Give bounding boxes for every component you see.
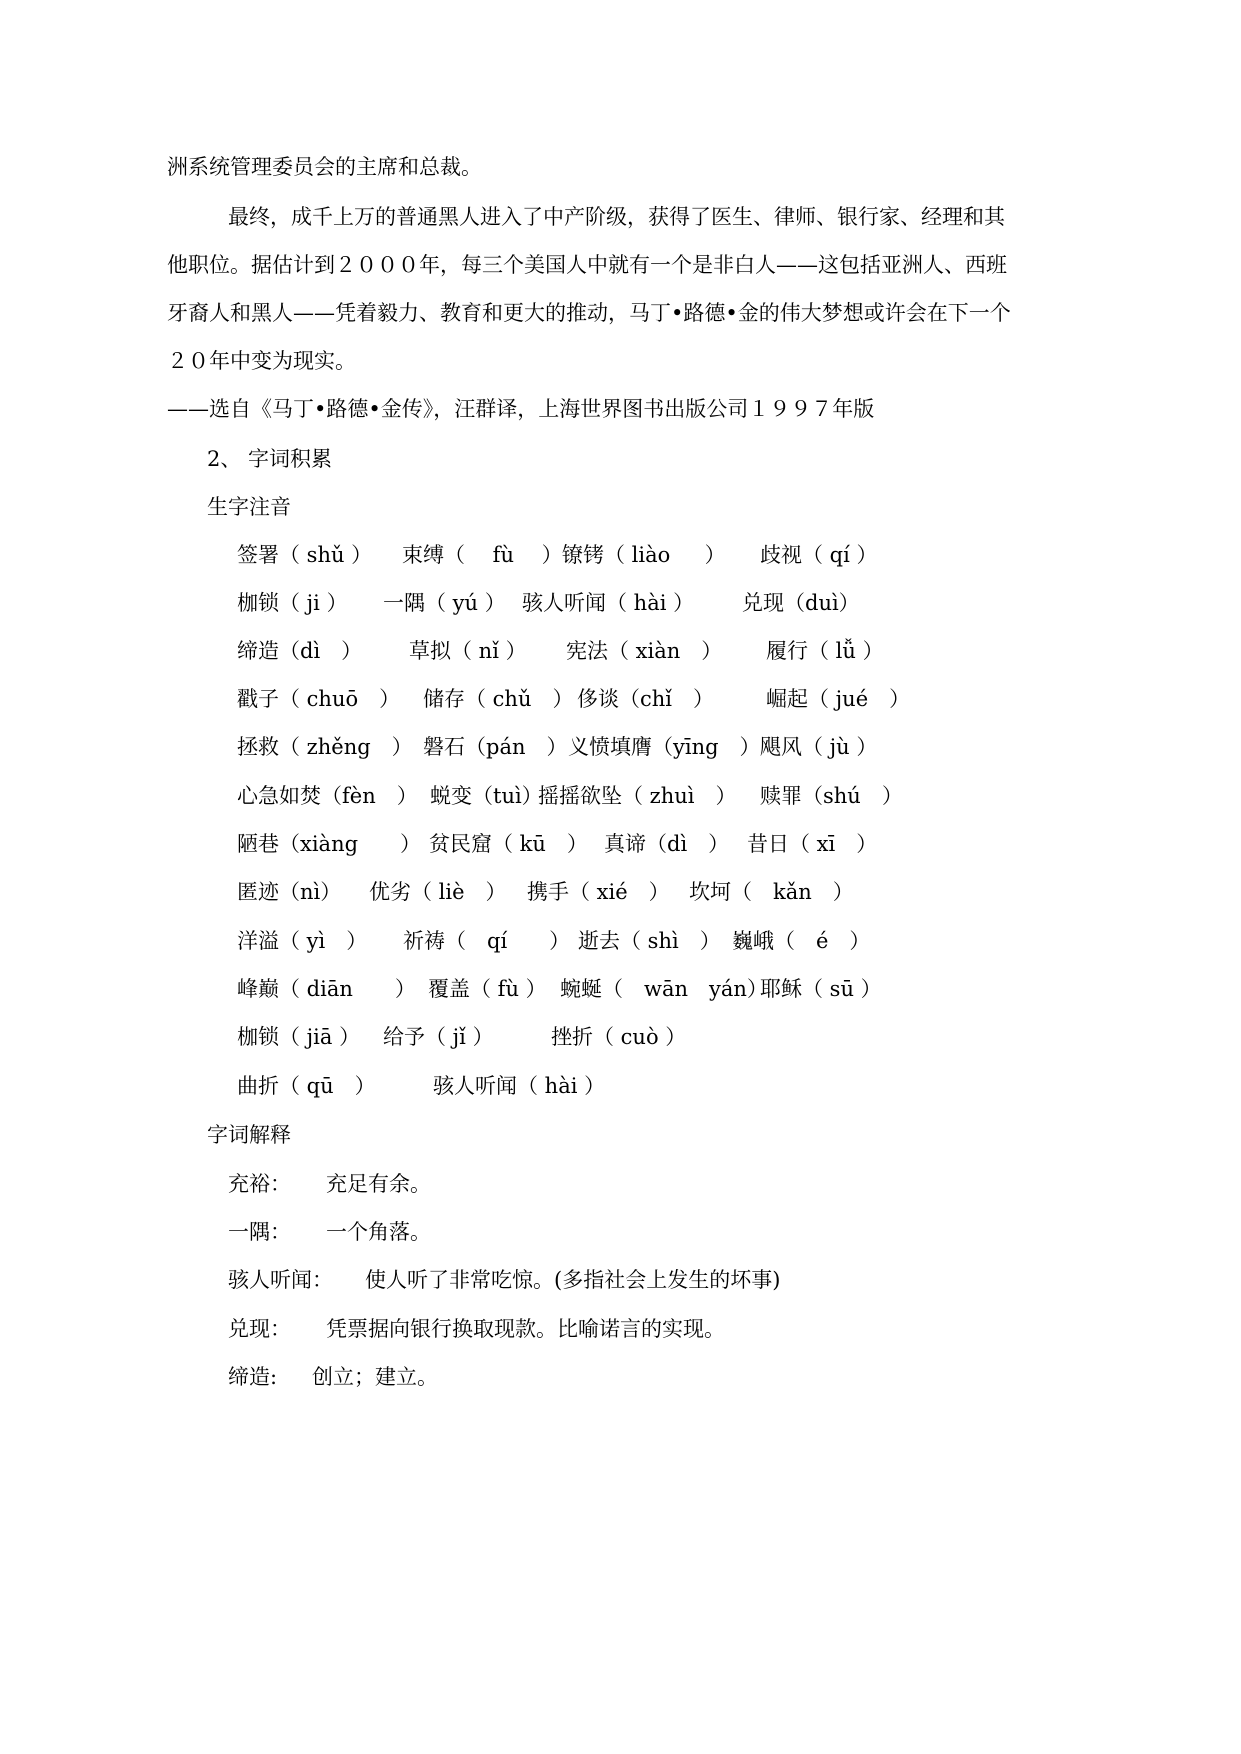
pinyin-entry: 束缚（ fù ） (402, 543, 563, 567)
pinyin-entry: 赎罪（shú ） (760, 784, 903, 808)
definition-term: 充裕： (228, 1172, 291, 1196)
pinyin-entry: 枷锁（ jiā ） (237, 1025, 361, 1049)
pinyin-entry: 真谛（dì ） (604, 832, 730, 856)
pinyin-entry: 携手（ xié ） (527, 880, 670, 904)
pinyin-entry: 巍峨（ é ） (732, 929, 871, 953)
pinyin-entry: 优劣（ liè ） (369, 880, 507, 904)
definition-meaning: 充足有余。 (326, 1172, 431, 1196)
section-heading: 2、 字词积累 (207, 447, 333, 471)
pinyin-entry: 一隅（ yú ） (383, 591, 506, 615)
pinyin-entry: 兑现（duì） (742, 591, 860, 615)
passage-line: 他职位。据估计到２０００年，每三个美国人中就有一个是非白人——这包括亚洲人、西班 (167, 253, 1007, 277)
definition-term: 兑现： (228, 1317, 291, 1341)
pinyin-heading: 生字注音 (207, 495, 291, 519)
pinyin-entry: 履行（ lǚ ） (766, 639, 884, 663)
pinyin-entry: 签署（ shǔ ） (237, 543, 373, 567)
pinyin-entry: 拯救（ zhěng ） (237, 735, 413, 759)
definition-term: 一隅： (228, 1220, 291, 1244)
pinyin-entry: 心急如焚（fèn ） (237, 784, 418, 808)
pinyin-entry: 祈祷（ qí ） (403, 929, 571, 953)
passage-line: 牙裔人和黑人——凭着毅力、教育和更大的推动，马丁•路德•金的伟大梦想或许会在下一个 (167, 301, 1011, 325)
pinyin-entry: 摇摇欲坠（ zhuì ） (538, 784, 737, 808)
passage-line: 最终，成千上万的普通黑人进入了中产阶级，获得了医生、律师、银行家、经理和其 (228, 205, 1005, 229)
pinyin-entry: 蜕变（tuì） (430, 784, 543, 808)
pinyin-entry: 给予（ jǐ ） (383, 1025, 494, 1049)
pinyin-entry: 枷锁（ ji ） (237, 591, 348, 615)
definitions-heading: 字词解释 (207, 1123, 291, 1147)
pinyin-entry: 洋溢（ yì ） (237, 929, 368, 953)
pinyin-entry: 匿迹（nì） (237, 880, 342, 904)
pinyin-entry: 戳子（ chuō ） (237, 687, 401, 711)
pinyin-entry: 昔日（ xī ） (747, 832, 878, 856)
pinyin-entry: 挫折（ cuò ） (551, 1025, 687, 1049)
pinyin-entry: 崛起（ jué ） (766, 687, 911, 711)
pinyin-entry: 飓风（ jù ） (760, 735, 878, 759)
source-citation: ——选自《马丁•路德•金传》，汪群译，上海世界图书出版公司１９９７年版 (167, 397, 875, 421)
pinyin-entry: 曲折（ qū ） (237, 1074, 376, 1098)
definition-meaning: 创立；建立。 (312, 1365, 438, 1389)
pinyin-entry: 陋巷（xiàng ） (237, 832, 422, 856)
passage-line: ２０年中变为现实。 (167, 349, 356, 373)
pinyin-entry: 镣铐（ liào ） (562, 543, 726, 567)
definition-meaning: 使人听了非常吃惊。(多指社会上发生的坏事) (365, 1268, 781, 1292)
definition-meaning: 一个角落。 (326, 1220, 431, 1244)
definition-term: 缔造: (228, 1365, 278, 1389)
pinyin-entry: 骇人听闻（ hài ） (522, 591, 695, 615)
pinyin-entry: 峰巅（ diān ） (237, 977, 416, 1001)
pinyin-entry: 宪法（ xiàn ） (566, 639, 723, 663)
pinyin-entry: 侈谈（chǐ ） (577, 687, 715, 711)
pinyin-entry: 磐石（pán ） (423, 735, 568, 759)
pinyin-entry: 储存（ chǔ ） (423, 687, 574, 711)
pinyin-entry: 草拟（ nǐ ） (409, 639, 527, 663)
pinyin-entry: 歧视（ qí ） (760, 543, 878, 567)
passage-line: 洲系统管理委员会的主席和总裁。 (167, 155, 482, 179)
pinyin-entry: 逝去（ shì ） (578, 929, 721, 953)
pinyin-entry: 耶稣（ sū ） (760, 977, 882, 1001)
pinyin-entry: 贫民窟（ kū ） (429, 832, 588, 856)
pinyin-entry: 坎坷（ kǎn ） (689, 880, 854, 904)
definition-term: 骇人听闻： (228, 1268, 333, 1292)
pinyin-entry: 骇人听闻（ hài ） (433, 1074, 606, 1098)
pinyin-entry: 蜿蜒（ wān yán） (560, 977, 768, 1001)
definition-meaning: 凭票据向银行换取现款。比喻诺言的实现。 (326, 1317, 725, 1341)
pinyin-entry: 缔造（dì ） (237, 639, 363, 663)
pinyin-entry: 覆盖（ fù ） (428, 977, 547, 1001)
pinyin-entry: 义愤填膺（yīng ） (568, 735, 761, 759)
